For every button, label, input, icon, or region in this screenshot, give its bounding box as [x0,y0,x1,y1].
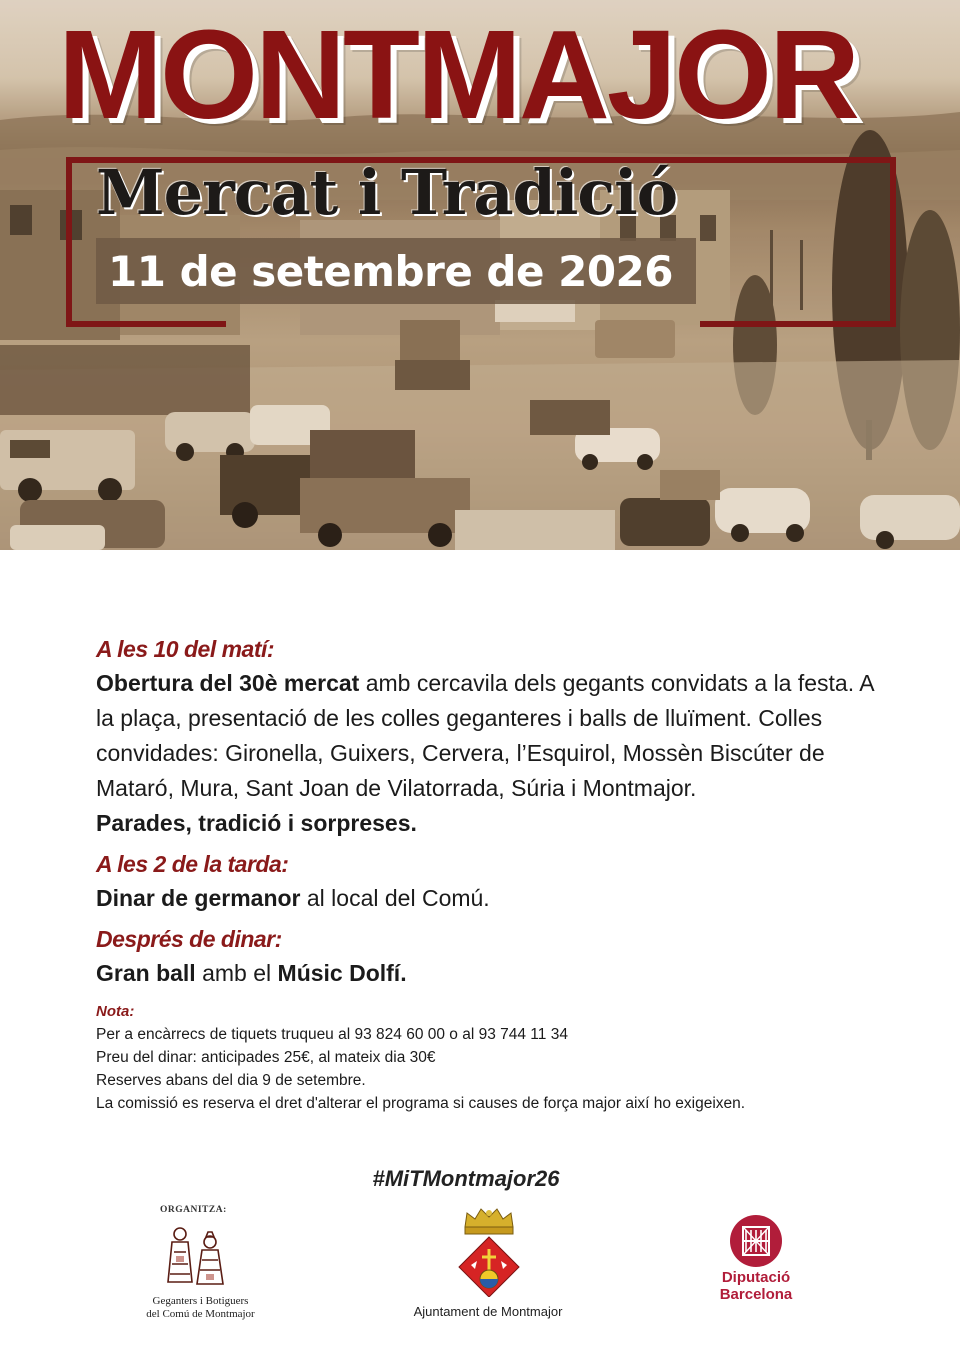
section-morning-highlight [96,806,896,841]
afternoon-detail: al local del Comú. [300,885,490,911]
diputacio-name-line1: Diputació [721,1269,791,1286]
giants-illustration-icon [160,1222,230,1290]
section-after-lunch-heading: Després de dinar: [96,926,282,952]
diputacio-name [700,1269,812,1303]
note-line: Preu del dinar: anticipades 25€, al mateix dia 30€ [96,1049,436,1066]
organizer-name [128,1295,273,1321]
note-line: La comissió es reserva el dret d'alterar el programa si causes de força major així ho exigeixen. [96,1095,746,1112]
morning-bold: Obertura del 30è mercat [96,670,360,696]
montmajor-coat-of-arms-icon [457,1205,521,1297]
organizer-label: ORGANITZA: [160,1205,227,1215]
note-line: Reserves abans del dia 9 de setembre. [96,1072,366,1089]
afternoon-bold: Dinar de germanor [96,885,301,911]
section-afternoon-heading: A les 2 de la tarda: [96,851,289,877]
event-title: MONTMAJOR [58,4,857,145]
section-after-lunch-text [96,956,896,991]
note-heading: Nota: [96,1003,135,1020]
morning-detail: amb cercavila dels gegants convidats a la festa. A la plaça, presentació de les colles geganteres i balls de lluïment. Colles convidades: Gironella, Guixers, Cervera, l’Esquirol, Mossèn Biscúter de Mataró, Mura, Sant Joan de Vilatorrada, Súria i Montmajor. [96,670,874,801]
hero-photo [0,0,960,550]
after-lunch-detail: amb el [195,960,278,986]
organizer-name-line1: Geganters i Botiguers [152,1295,249,1307]
hashtag: #MiTMontmajor26 [372,1166,560,1191]
diputacio-name-line2: Barcelona [719,1286,793,1303]
diputacio-barcelona-logo-icon [729,1214,783,1268]
section-morning-heading: A les 10 del matí: [96,636,275,662]
morning-highlight-bold: Parades, tradició i sorpreses. [96,810,417,836]
after-lunch-musician: Músic Dolfí. [277,960,407,986]
organizer-name-line2: del Comú de Montmajor [146,1308,255,1320]
title-frame-bottom-left [66,321,226,327]
ajuntament-name: Ajuntament de Montmajor [413,1304,563,1319]
event-date: 11 de setembre de 2026 [108,247,674,296]
after-lunch-bold: Gran ball [96,960,196,986]
title-frame-bottom-right [700,321,896,327]
event-subtitle: Mercat i Tradició [96,156,678,229]
section-morning-text [96,666,896,806]
program [96,632,896,1115]
note-line: Per a encàrrecs de tiquets truqueu al 93 824 60 00 o al 93 744 11 34 [96,1026,568,1043]
section-afternoon-text [96,881,896,916]
